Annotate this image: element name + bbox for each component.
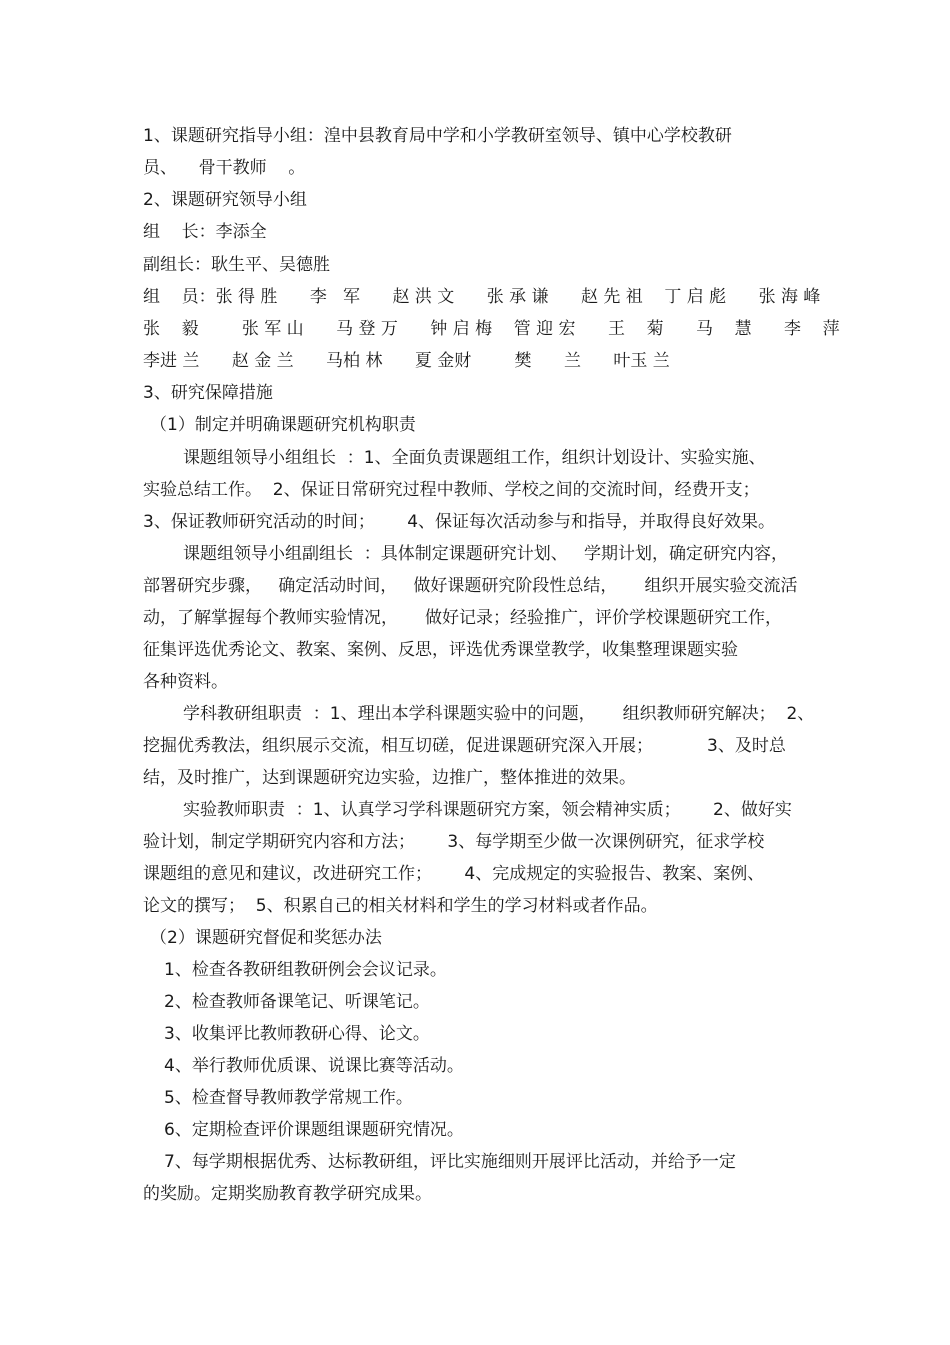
text-line: 1、课题研究指导小组：湟中县教育局中学和小学教研室领导、镇中心学校教研 [143, 126, 732, 146]
text-line: 实验总结工作。 2、保证日常研究过程中教师、学校之间的交流时间，经费开支； [143, 480, 760, 500]
text-line: 课题组领导小组组长 ：1、全面负责课题组工作，组织计划设计、实验实施、 [183, 448, 766, 468]
text-line: 李进 兰 赵 金 兰 马柏 林 夏 金财 樊 兰 叶玉 兰 [143, 351, 670, 371]
text-line: 3、保证教师研究活动的时间； 4、保证每次活动参与和指导，并取得良好效果。 [143, 512, 776, 532]
text-line: 各种资料。 [143, 672, 228, 692]
text-line: 挖掘优秀教法，组织展示交流，相互切磋，促进课题研究深入开展； 3、及时总 [143, 736, 786, 756]
list-item: 2、检查教师备课笔记、听课笔记。 [164, 992, 430, 1012]
text-line: 组 员：张 得 胜 李 军 赵 洪 文 张 承 谦 赵 先 祖 丁 启 彪 张 海 峰 [143, 287, 821, 307]
text-line: 的奖励。定期奖励教育教学研究成果。 [143, 1184, 432, 1204]
list-item: 4、举行教师优质课、说课比赛等活动。 [164, 1056, 464, 1076]
list-item: 1、检查各教研组教研例会会议记录。 [164, 960, 447, 980]
text-line: 部署研究步骤， 确定活动时间， 做好课题研究阶段性总结， 组织开展实验交流活 [143, 576, 798, 596]
list-item: 6、定期检查评价课题组课题研究情况。 [164, 1120, 464, 1140]
section-heading: 3、研究保障措施 [143, 383, 273, 403]
text-line: 论文的撰写； 5、积累自己的相关材料和学生的学习材料或者作品。 [143, 896, 658, 916]
subsection-heading: （1）制定并明确课题研究机构职责 [150, 415, 416, 435]
text-line: 学科教研组职责 ：1、理出本学科课题实验中的问题， 组织教师研究解决； 2、 [183, 704, 815, 724]
text-line: 副组长：耿生平、吴德胜 [143, 255, 330, 275]
text-line: 员、 骨干教师 。 [143, 158, 306, 178]
text-line: 征集评选优秀论文、教案、案例、反思，评选优秀课堂教学，收集整理课题实验 [143, 640, 738, 660]
list-item: 5、检查督导教师教学常规工作。 [164, 1088, 413, 1108]
text-line: 实验教师职责 ：1、认真学习学科课题研究方案，领会精神实质； 2、做好实 [183, 800, 792, 820]
list-item: 7、每学期根据优秀、达标教研组，评比实施细则开展评比活动，并给予一定 [164, 1152, 736, 1172]
text-line: 结，及时推广，达到课题研究边实验，边推广，整体推进的效果。 [143, 768, 636, 788]
text-line: 组 长：李添全 [143, 222, 267, 242]
list-item: 3、收集评比教师教研心得、论文。 [164, 1024, 430, 1044]
text-line: 张 毅 张 军 山 马 登 万 钟 启 梅 管 迎 宏 王 菊 马 慧 李 萍 [143, 319, 840, 339]
text-line: 验计划，制定学期研究内容和方法； 3、每学期至少做一次课例研究，征求学校 [143, 832, 765, 852]
text-line: 动，了解掌握每个教师实验情况， 做好记录；经验推广，评价学校课题研究工作， [143, 608, 783, 628]
text-line: 课题组领导小组副组长 ：具体制定课题研究计划、 学期计划，确定研究内容， [183, 544, 789, 564]
subsection-heading: （2）课题研究督促和奖惩办法 [150, 928, 382, 948]
section-heading: 2、课题研究领导小组 [143, 190, 307, 210]
text-line: 课题组的意见和建议，改进研究工作； 4、完成规定的实验报告、教案、案例、 [143, 864, 765, 884]
